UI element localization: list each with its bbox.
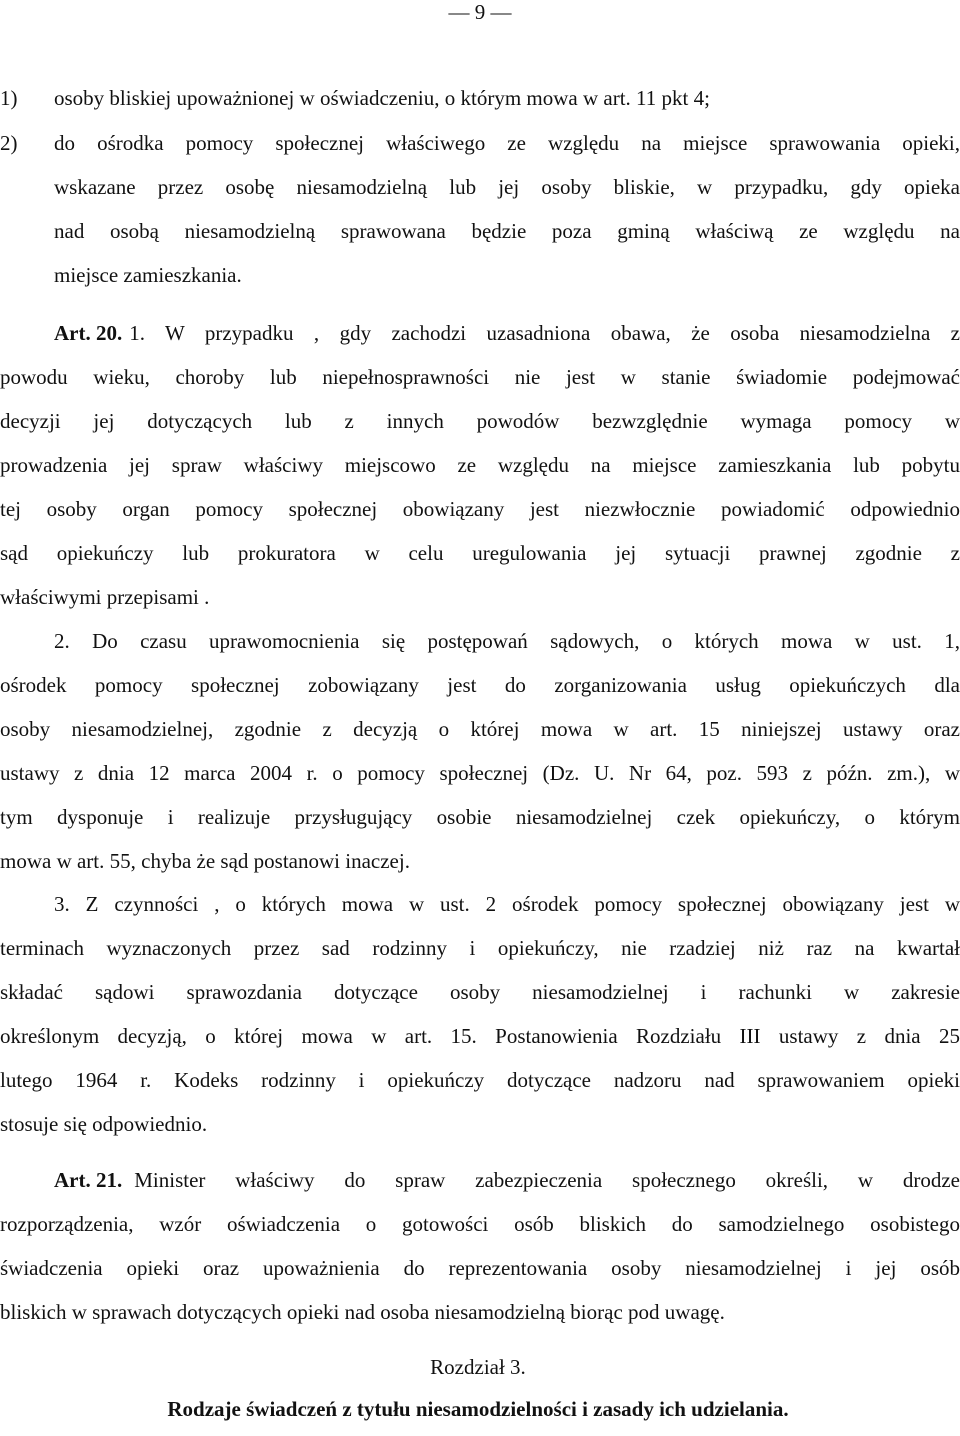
paragraph-text: składać sądowi sprawozdania dotyczące osoby niesamodzielnej i rachunki w zakresie [0,980,960,1004]
paragraph-text: 2. Do czasu uprawomocnienia się postępowań sądowych, o których mowa w ust. 1, [54,629,960,653]
paragraph-text: świadczenia opieki oraz upoważnienia do reprezentowania osoby niesamodzielnej i jej osób [0,1256,960,1280]
paragraph-text: ośrodek pomocy społecznej zobowiązany jest do zorganizowania usług opiekuńczych dla [0,673,960,697]
chapter-subtitle: Rodzaje świadczeń z tytułu niesamodzielności i zasady ich udzielania. [167,1397,789,1421]
list-item-number: 1) [0,86,18,110]
paragraph-text: 1. W przypadku , gdy zachodzi uzasadniona obawa, że osoba niesamodzielna z [129,321,960,345]
list-item-number: 2) [0,131,18,155]
paragraph-text: bliskich w sprawach dotyczących opieki nad osoba niesamodzielną biorąc pod uwagę. [0,1300,725,1324]
paragraph-text: tej osoby organ pomocy społecznej obowiązany jest niezwłocznie powiadomić odpowiednio [0,497,960,521]
list-item-text: nad osobą niesamodzielną sprawowana będzie poza gminą właściwą ze względu na [54,219,960,243]
list-item-text: do ośrodka pomocy społecznej właściwego ze względu na miejsce sprawowania opieki, [54,131,960,155]
article-20-line [54,318,960,348]
paragraph-text: sąd opiekuńczy lub prokuratora w celu uregulowania jej sytuacji prawnej zgodnie z [0,541,960,565]
paragraph-text: lutego 1964 r. Kodeks rodzinny i opiekuńczy dotyczące nadzoru nad sprawowaniem opieki [0,1068,960,1092]
paragraph-text: 3. Z czynności , o których mowa w ust. 2 ośrodek pomocy społecznej obowiązany jest w [54,892,960,916]
list-item-text: wskazane przez osobę niesamodzielną lub jej osoby bliskie, w przypadku, gdy opieka [54,175,960,199]
paragraph-text: właściwymi przepisami . [0,585,210,609]
list-item-1 [0,83,960,113]
paragraph-text: terminach wyznaczonych przez sad rodzinny i opiekuńczy, nie rzadziej niż raz na kwartał [0,936,960,960]
list-item-text: osoby bliskiej upoważnionej w oświadczeniu, o którym mowa w art. 11 pkt 4; [54,86,710,110]
paragraph-text: ustawy z dnia 12 marca 2004 r. o pomocy społecznej (Dz. U. Nr 64, poz. 593 z późn. zm.), w [0,761,960,785]
paragraph-text: osoby niesamodzielnej, zgodnie z decyzją o której mowa w art. 15 niniejszej ustawy oraz [0,717,960,741]
article-21-line [54,1165,960,1195]
paragraph-text: decyzji jej dotyczących lub z innych powodów bezwzględnie wymaga pomocy w [0,409,960,433]
paragraph-text: powodu wieku, choroby lub niepełnosprawności nie jest w stanie świadomie podejmować [0,365,960,389]
paragraph-text: stosuje się odpowiednio. [0,1112,208,1136]
paragraph-text: określonym decyzją, o której mowa w art. 15. Postanowienia Rozdziału III ustawy z dnia 25 [0,1024,960,1048]
paragraph-text: prowadzenia jej spraw właściwy miejscowo ze względu na miejsce zamieszkania lub pobytu [0,453,960,477]
article-20-label: Art. 20. [54,321,123,345]
paragraph-text: rozporządzenia, wzór oświadczenia o gotowości osób bliskich do samodzielnego osobistego [0,1212,960,1236]
paragraph-text: mowa w art. 55, chyba że sąd postanowi inaczej. [0,849,410,873]
paragraph-text: Minister właściwy do spraw zabezpieczenia społecznego określi, w drodze [134,1168,960,1192]
chapter-title: Rozdział 3. [430,1355,526,1379]
paragraph-text: tym dysponuje i realizuje przysługujący osobie niesamodzielnej czek opiekuńczy, o którym [0,805,960,829]
page-number: — 9 — [448,0,512,24]
article-21-label: Art. 21. [54,1168,123,1192]
list-item-text: miejsce zamieszkania. [54,263,242,287]
